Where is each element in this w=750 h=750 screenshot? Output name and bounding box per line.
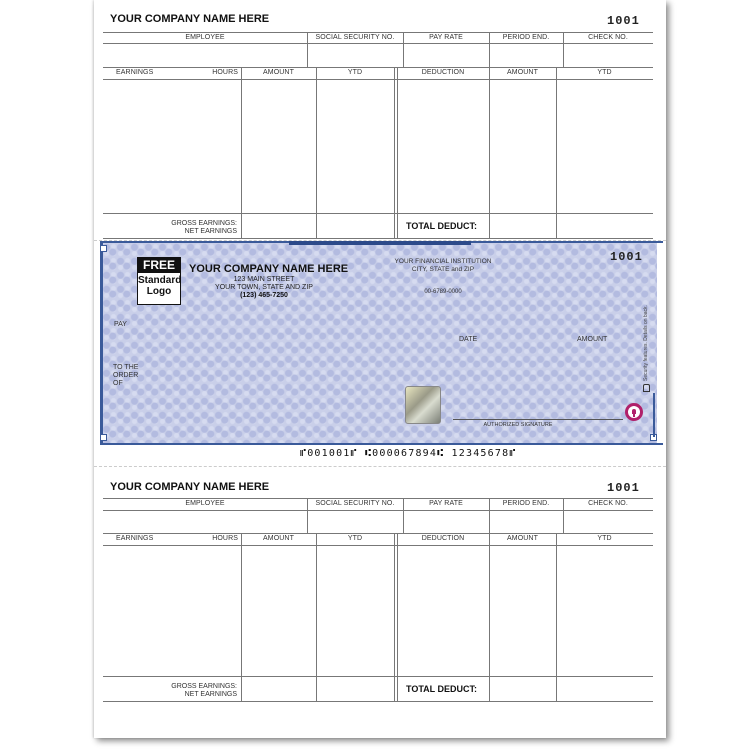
divider <box>489 67 490 238</box>
header-pay-rate: PAY RATE <box>429 500 463 507</box>
corner-ornament <box>100 245 107 252</box>
divider <box>556 533 557 701</box>
border-ornament <box>653 393 655 437</box>
divider <box>103 43 653 44</box>
logo-line1: Standard <box>138 275 182 286</box>
net-earnings-label: NET EARNINGS <box>184 691 237 698</box>
corner-ornament <box>100 434 107 441</box>
total-deduct-label: TOTAL DEDUCT: <box>406 221 477 231</box>
divider <box>103 545 653 546</box>
divider <box>103 498 653 499</box>
header-ssn: SOCIAL SECURITY NO. <box>315 500 395 507</box>
micr-line: ⑈001001⑈ ⑆000067894⑆ 12345678⑈ <box>300 448 517 459</box>
routing-fraction: 00-6789-0000 <box>424 289 462 295</box>
col-deduction-ytd: YTD <box>597 535 612 542</box>
col-amount: AMOUNT <box>263 69 294 76</box>
date-label: DATE <box>459 336 478 343</box>
col-amount: AMOUNT <box>263 535 294 542</box>
divider <box>103 32 653 33</box>
divider <box>103 701 653 702</box>
divider <box>103 238 653 239</box>
check-right-margin <box>657 243 663 443</box>
header-period-end: PERIOD END. <box>502 34 550 41</box>
check-body <box>100 241 663 445</box>
divider <box>103 67 653 68</box>
net-earnings-label: NET EARNINGS <box>184 228 237 235</box>
stub-company-name: YOUR COMPANY NAME HERE <box>110 13 270 25</box>
security-lock-icon <box>625 403 643 421</box>
divider <box>556 67 557 238</box>
col-deduction-ytd: YTD <box>597 69 612 76</box>
stub-check-number: 1001 <box>607 481 640 495</box>
check-number: 1001 <box>610 250 643 264</box>
amount-label: AMOUNT <box>577 336 608 343</box>
header-ssn: SOCIAL SECURITY NO. <box>315 34 395 41</box>
col-deduction: DEDUCTION <box>421 535 465 542</box>
divider <box>103 533 653 534</box>
order-label-line1: TO THE <box>113 364 139 371</box>
header-check-no: CHECK NO. <box>588 34 628 41</box>
stub-company-name: YOUR COMPANY NAME HERE <box>110 481 270 493</box>
signature-label: AUTHORIZED SIGNATURE <box>483 422 553 428</box>
order-label-line2: ORDER <box>113 372 139 379</box>
total-deduct-label: TOTAL DEDUCT: <box>406 684 477 694</box>
security-features-text: Security features. Details on back. <box>643 305 649 381</box>
gross-earnings-label: GROSS EARNINGS: <box>171 683 237 690</box>
order-label <box>113 364 138 388</box>
pay-label: PAY <box>114 321 127 328</box>
gross-earnings-label: GROSS EARNINGS: <box>171 220 237 227</box>
bank-name: YOUR FINANCIAL INSTITUTION <box>394 258 492 265</box>
divider <box>103 510 653 511</box>
bank-city: CITY, STATE and ZIP <box>411 266 475 273</box>
divider <box>394 67 398 238</box>
col-earnings: EARNINGS <box>116 535 154 542</box>
col-ytd: YTD <box>347 535 363 542</box>
gross-net-labels <box>134 683 237 699</box>
header-check-no: CHECK NO. <box>588 500 628 507</box>
gross-net-labels <box>134 220 237 236</box>
divider <box>241 533 242 701</box>
check-address-line2: YOUR TOWN, STATE AND ZIP <box>215 284 313 291</box>
check-address-line1: 123 MAIN STREET <box>233 276 295 283</box>
col-hours: HOURS <box>212 535 238 542</box>
header-employee: EMPLOYEE <box>185 500 225 507</box>
header-period-end: PERIOD END. <box>502 500 550 507</box>
header-employee: EMPLOYEE <box>185 34 225 41</box>
order-label-line3: OF <box>113 380 123 387</box>
divider <box>103 676 653 677</box>
header-pay-rate: PAY RATE <box>429 34 463 41</box>
divider <box>103 79 653 80</box>
col-hours: HOURS <box>212 69 238 76</box>
company-logo <box>137 257 181 305</box>
col-deduction: DEDUCTION <box>421 69 465 76</box>
microprint-band <box>289 241 471 245</box>
divider <box>316 67 317 238</box>
logo-line2: Logo <box>146 286 172 297</box>
hologram-icon <box>405 386 441 424</box>
padlock-icon <box>643 384 650 392</box>
check-form-sheet <box>94 0 666 738</box>
logo-free-text: FREE <box>138 258 180 273</box>
col-deduction-amount: AMOUNT <box>507 535 538 542</box>
divider <box>316 533 317 701</box>
col-ytd: YTD <box>347 69 363 76</box>
divider <box>103 213 653 214</box>
check-company-name: YOUR COMPANY NAME HERE <box>189 263 349 275</box>
divider <box>394 533 398 701</box>
divider <box>241 67 242 238</box>
stub-check-number: 1001 <box>607 14 640 28</box>
perforation-line <box>94 466 666 467</box>
check-phone: (123) 465-7250 <box>240 292 288 299</box>
col-earnings: EARNINGS <box>116 69 154 76</box>
col-deduction-amount: AMOUNT <box>507 69 538 76</box>
divider <box>489 533 490 701</box>
signature-line[interactable] <box>453 419 623 420</box>
